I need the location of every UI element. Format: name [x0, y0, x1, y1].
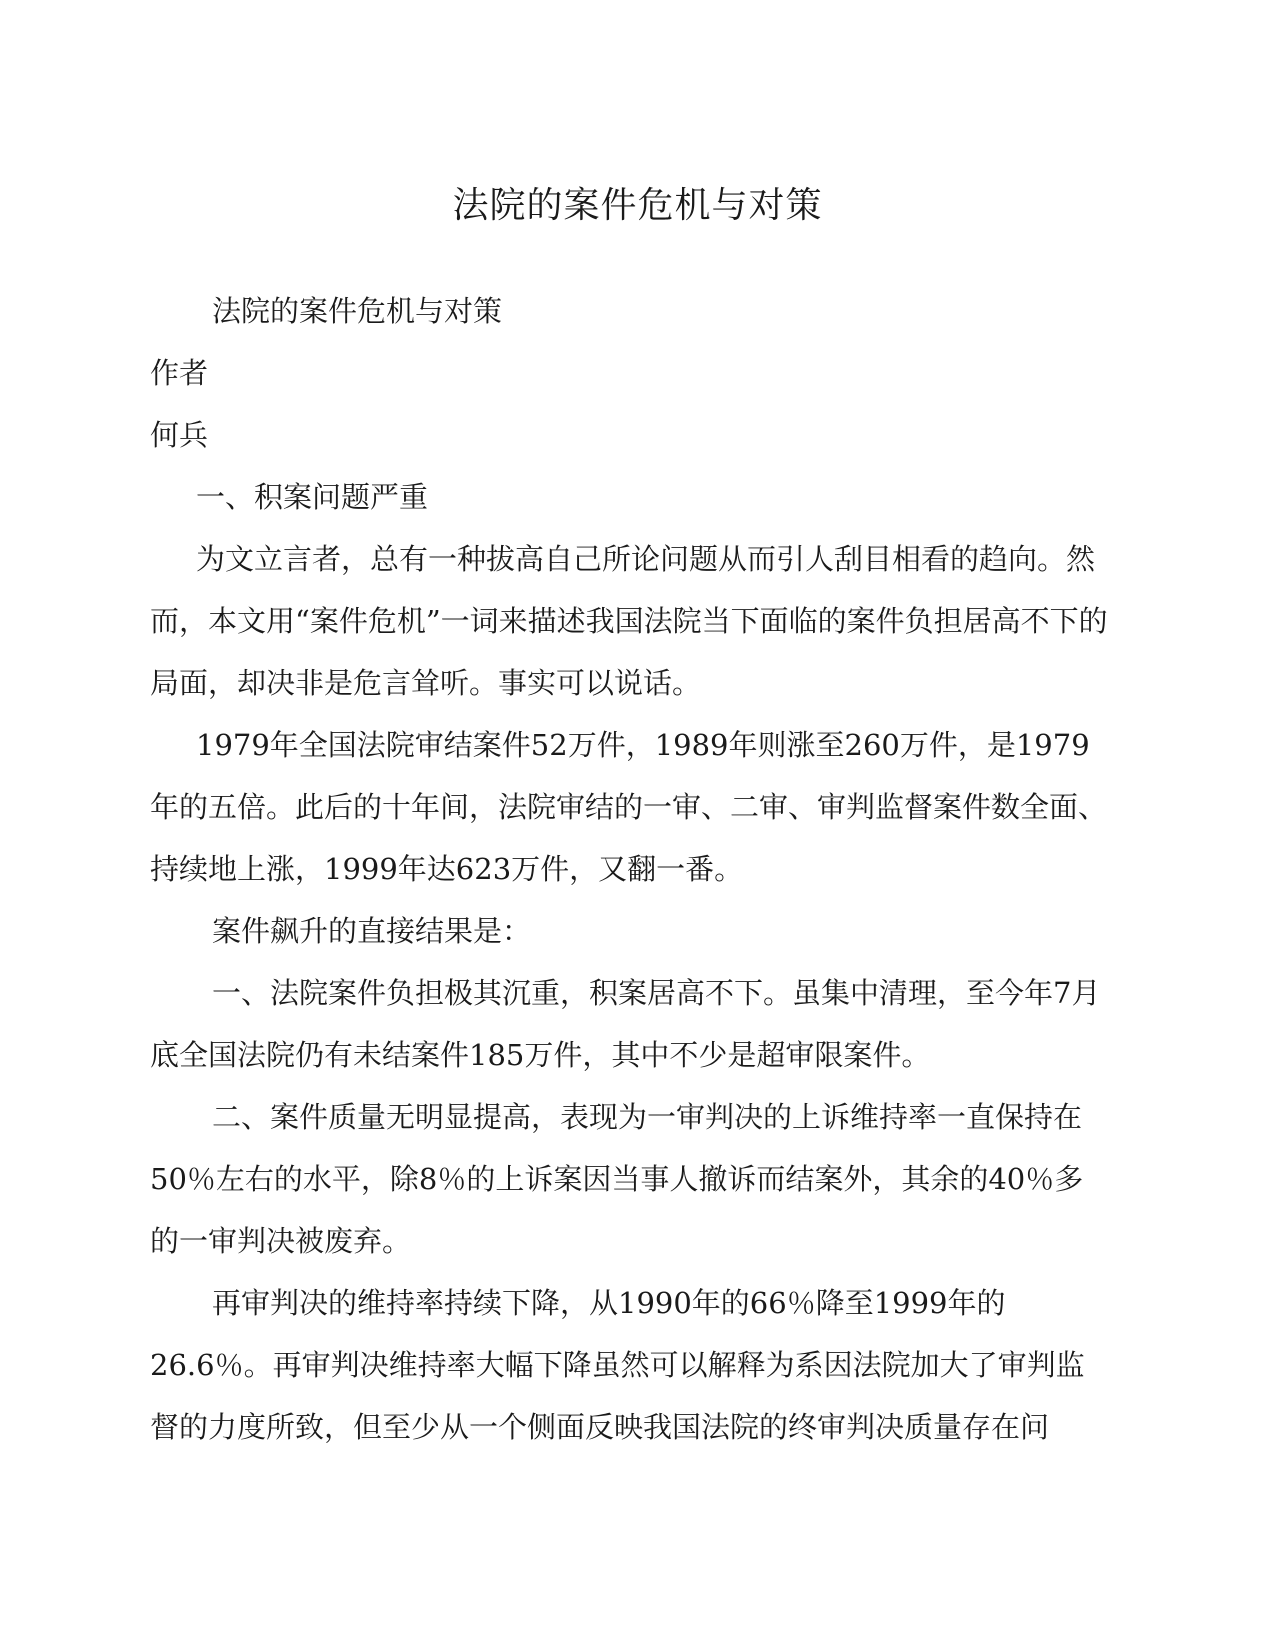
subtitle-paragraph: 法院的案件危机与对策	[212, 294, 503, 328]
author-name: 何兵	[150, 418, 209, 452]
body-paragraph: 为文立言者，总有一种拔高自己所论问题从而引人刮目相看的趋向。然而，本文用“案件危机”一词来描述我国法院当下面临的案件负担居高不下的局面，却决非是危言耸听。事实可以说话。	[150, 542, 1108, 700]
body-paragraph: 再审判决的维持率持续下降，从1990年的66％降至1999年的26.6％。再审判决维持率大幅下降虽然可以解释为系因法院加大了审判监督的力度所致，但至少从一个侧面反映我国法院的终审判决质量存在问	[150, 1286, 1085, 1444]
body-paragraph: 一、法院案件负担极其沉重，积案居高不下。虽集中清理，至今年7月底全国法院仍有未结案件185万件，其中不少是超审限案件。	[150, 976, 1101, 1072]
body-paragraph: 案件飙升的直接结果是：	[212, 914, 532, 948]
body-paragraph: 1979年全国法院审结案件52万件，1989年则涨至260万件，是1979年的五倍。此后的十年间，法院审结的一审、二审、审判监督案件数全面、持续地上涨，1999年达623万件，又翻一番。	[150, 728, 1108, 886]
author-label: 作者	[150, 356, 209, 390]
section-heading: 一、积案问题严重	[196, 480, 429, 514]
document-body	[150, 280, 1110, 1458]
body-paragraph: 二、案件质量无明显提高，表现为一审判决的上诉维持率一直保持在50％左右的水平，除8％的上诉案因当事人撤诉而结案外，其余的40％多的一审判决被废弃。	[150, 1100, 1084, 1258]
document-title: 法院的案件危机与对策	[452, 185, 823, 226]
